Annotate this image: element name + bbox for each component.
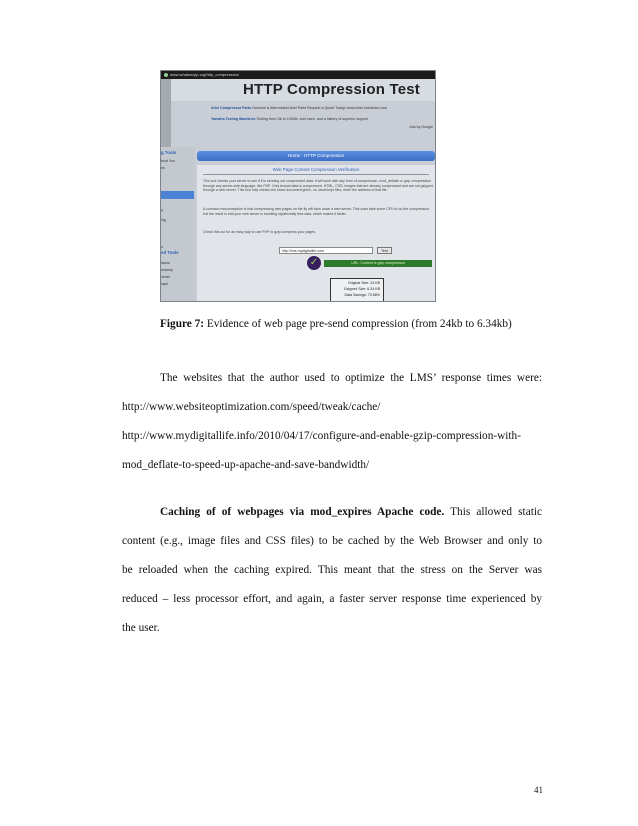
site-icon (164, 73, 168, 77)
paragraph-intro: The websites that the author used to optimize the LMS’ response times were: (160, 372, 542, 384)
sidebar-item[interactable]: P (161, 209, 164, 213)
checkmark-icon: ✓ (307, 256, 321, 270)
address-bar (161, 71, 435, 79)
paragraph-2-line-4: reduced – less processor effort, and again, a faster server response time experienced by (122, 593, 542, 605)
stat-original-size: Original Size: 24 KB (347, 281, 380, 285)
site-title: HTTP Compression Test (243, 81, 421, 98)
figure-caption (160, 318, 512, 330)
site-header (161, 79, 435, 101)
url-line-1: http://www.websiteoptimization.com/speed/tweak/cache/ (122, 401, 381, 413)
compression-stats (330, 278, 384, 302)
panel-divider (203, 174, 429, 175)
stat-gzipped-size: Gzipped Size: 6.34 KB (343, 287, 380, 291)
panel-text: This tool checks your server to see if it is sending out compressed data. It will work with any form of compression, mod_deflate or gzip compression through any server-side language, like PHP. Only textual data is compressed. HTML, CSS, images that are already compressed and are not gzipped through a web server. This tool only checks the exact document given, no JavaScript files, enter the address of that file. (203, 179, 433, 193)
caption-text: Evidence of web page pre-send compression (from 24kb to 6.34kb) (204, 318, 512, 330)
stat-data-savings: Data Savings: 73.58% (344, 293, 380, 297)
paragraph-2-line-1: Caching of of webpages via mod_expires Apache code. This allowed static (160, 506, 542, 518)
address-text: www.whatsmyip.org/http_compression/ (170, 72, 240, 77)
paragraph-2-line-2: content (e.g., image files and CSS files) to be cached by the Web Browser and only to (122, 535, 542, 547)
url-line-3: mod_deflate-to-speed-up-apache-and-save-bandwidth/ (122, 459, 370, 471)
sidebar-item[interactable]: estamp (161, 268, 173, 272)
sidebar-heading-2: ed Tools (161, 250, 179, 255)
section-heading: Caching of of webpages via mod_expires Apache code. (160, 506, 445, 518)
paragraph-2-line-5: the user. (122, 622, 160, 634)
panel-text: A common misconception is that compressing web pages on the fly will slow down a web server. This does take some CPU to do the compression, but the result is that your web server is handling significantly less data, which makes it faster. (203, 207, 430, 216)
page-number: 41 (534, 785, 543, 795)
sidebar-selected-item[interactable] (161, 191, 194, 199)
sidebar-item[interactable]: bout You (161, 159, 175, 163)
breadcrumb-bar: Home : HTTP Compression (197, 151, 435, 161)
sidebar-heading-1: g Tools (161, 150, 177, 155)
sidebar-item[interactable]: verter (161, 275, 171, 279)
caption-label: Figure 7: (160, 318, 205, 330)
url-line-2: http://www.mydigitallife.info/2010/04/17/configure-and-enable-gzip-compression-with- (122, 430, 521, 442)
sidebar-item[interactable]: ing (161, 218, 166, 222)
panel-title: Web Page Content Compression Verification (272, 167, 360, 172)
ad-line-2[interactable]: Yamaha Testing Machines Testing from 1lb to 1000lb, and more, and a history of superior support (211, 117, 369, 121)
result-banner: URL: Content is gzip compressed (324, 260, 432, 267)
ad-choices[interactable]: Ads by Google (409, 125, 433, 129)
paragraph-2-line-3: be reloaded when the caching expired. This meant that the stress on the Server was (122, 564, 542, 576)
sidebar-item[interactable]: raph (161, 282, 169, 286)
site-sidebar (161, 147, 195, 302)
url-input[interactable]: http://lms.mydigitallife.com (279, 247, 373, 254)
sidebar-item[interactable]: s (161, 245, 163, 249)
sidebar-item[interactable]: es (161, 166, 165, 170)
ad-line-1[interactable]: Ariel Compressor Parts Genuine is Aftermarket Ariel Parts Request a Quote Today! www.Ariel-Industries.com (211, 106, 388, 110)
test-button[interactable]: Test (377, 247, 392, 254)
figure-screenshot (160, 70, 436, 302)
sidebar-item[interactable]: lators (161, 261, 170, 265)
panel-text: Check this out for an easy way to use PHP to gzip compress your pages. (203, 230, 316, 234)
